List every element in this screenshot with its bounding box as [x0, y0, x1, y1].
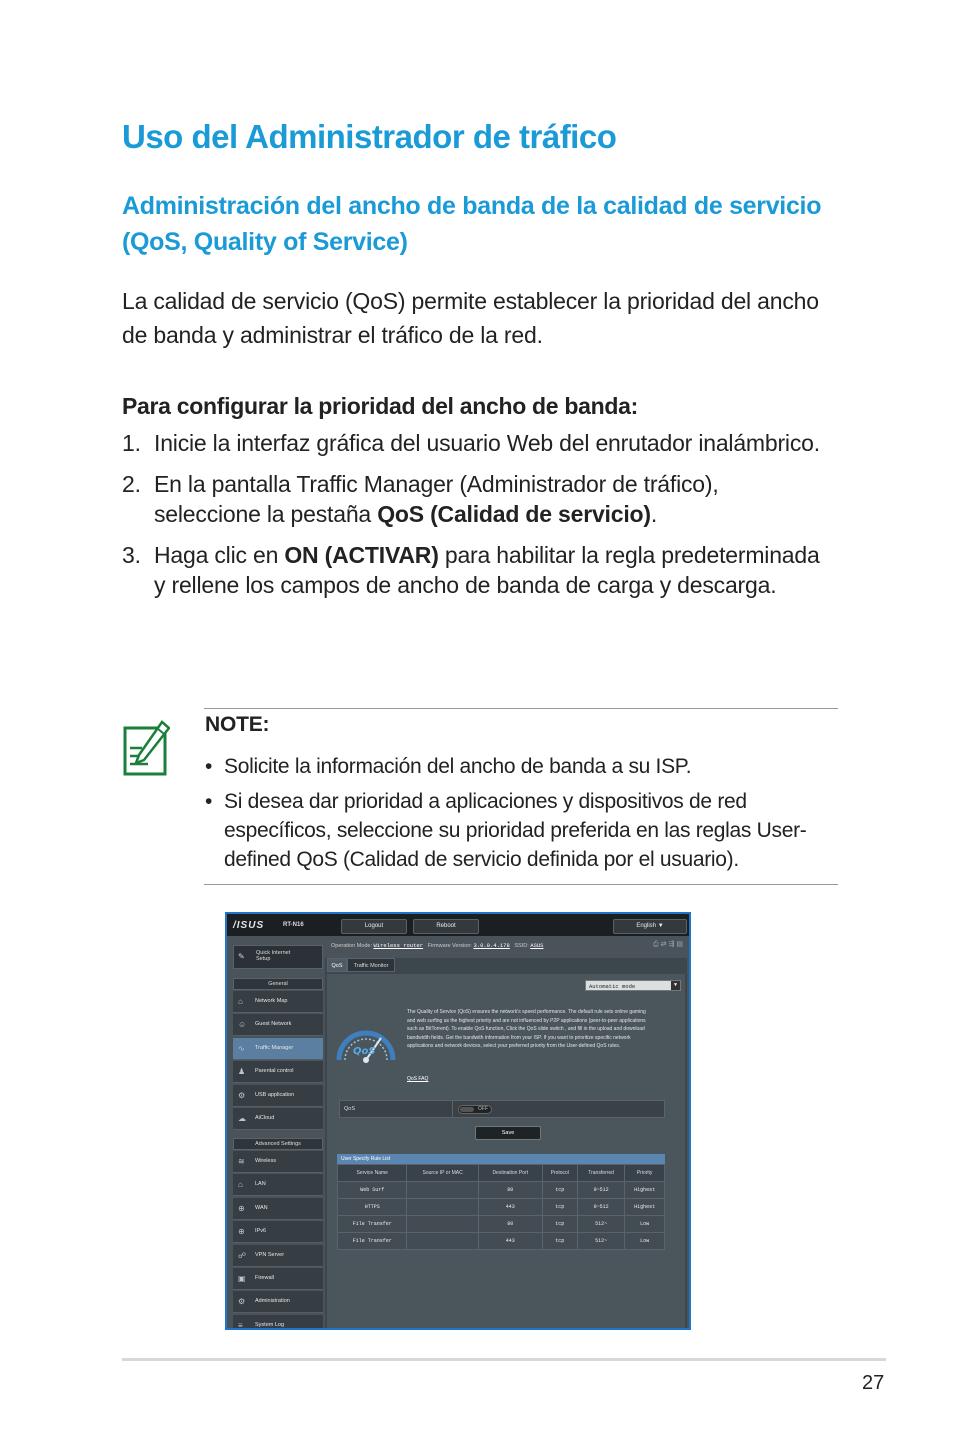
wireless-icon: ≋	[238, 1157, 245, 1166]
sidebar-item-label: IPv6	[255, 1228, 267, 1235]
column-header: Service Name	[338, 1165, 407, 1182]
sidebar-item-lan[interactable]	[233, 1174, 323, 1196]
sidebar-item-aicloud[interactable]	[233, 1108, 323, 1130]
sidebar-item-label: Wireless	[255, 1158, 277, 1164]
sidebar-item-network-map[interactable]	[233, 991, 323, 1013]
administration-icon: ⚙	[238, 1297, 246, 1307]
table-cell: 80	[478, 1182, 542, 1199]
intro-paragraph: La calidad de servicio (QoS) permite establecer la prioridad del ancho de banda y administrar el tráfico de la red.	[122, 288, 819, 348]
table-cell: File Transfer	[338, 1233, 407, 1250]
table-cell: Low	[625, 1216, 665, 1233]
table-cell: tcp	[542, 1216, 577, 1233]
router-screenshot	[225, 912, 691, 1330]
table-row	[338, 1216, 665, 1233]
status-bar: Operation Mode: Wireless router Firmware Version: 3.0.0.4.178 SSID: ASUS	[331, 942, 544, 949]
wand-icon: ✎	[238, 952, 245, 961]
note-title: NOTE:	[205, 713, 270, 736]
sidebar-item-label: VPN Server	[255, 1251, 285, 1258]
sidebar-item-label: Administration	[255, 1298, 290, 1305]
table-cell: 512~	[577, 1216, 624, 1233]
router-model: RT-N16	[283, 922, 304, 928]
traffic-manager-icon: ∿	[238, 1043, 245, 1053]
steps-list	[122, 428, 822, 611]
usb-application-icon: ⚙	[238, 1090, 246, 1100]
mode-select[interactable]: Automatic mode ▼	[585, 980, 681, 991]
op-mode-link[interactable]: Wireless router	[373, 942, 424, 949]
qos-gauge-icon	[333, 1020, 399, 1064]
qos-description: The Quality of Service (QoS) ensures the network's speed performance. The default rule sets online gaming and web surfing as the highest priority and are not influenced by P2P applications (peer-to-peer applications such as BitTorrent). To enable QoS function, Click the QoS slide switch , and fill in the upload and download bandwidth fields. Get the bandwith information from your ISP. If you want to prioritize specific network applications and network devices, select your preferred priority from the User-defined QoS rules.	[407, 1009, 646, 1049]
table-cell: 80	[478, 1216, 542, 1233]
usb-icon[interactable]: ⇶	[668, 941, 677, 948]
note-item: • Si desea dar prioridad a aplicaciones y dispositivos de red específicos, seleccione su prioridad preferida en las reglas User-defined QoS (Calidad de servicio definida por el usuario).	[205, 787, 845, 874]
column-header: Priority	[625, 1165, 665, 1182]
table-cell: 0~512	[577, 1182, 624, 1199]
table-cell	[407, 1216, 478, 1233]
sidebar-item-parental-control[interactable]	[233, 1061, 323, 1083]
step-2: 2. En la pantalla Traffic Manager (Administrador de tráfico), seleccione la pestaña QoS (Calidad de servicio).	[122, 471, 719, 527]
step-3: 3. Haga clic en ON (ACTIVAR) para habilitar la regla predeterminada y rellene los campos de ancho de banda de carga y descarga.	[122, 542, 820, 598]
sidebar-item-usb-application[interactable]	[233, 1085, 323, 1107]
sidebar-item-guest-network[interactable]	[233, 1014, 323, 1036]
sidebar-item-label: Network Map	[255, 998, 288, 1004]
table-cell: tcp	[542, 1182, 577, 1199]
section-subtitle: Administración del ancho de banda de la calidad de servicio (QoS, Quality of Service)	[122, 192, 822, 256]
asus-logo: /ISUS	[233, 920, 265, 931]
network-status-icon[interactable]: ⇄	[660, 941, 669, 948]
qos-label: QoS	[344, 1106, 356, 1112]
table-cell: File Transfer	[338, 1216, 407, 1233]
column-header: Source IP or MAC	[407, 1165, 478, 1182]
qos-faq-link[interactable]: QoS FAQ	[407, 1076, 429, 1082]
page-title: Uso del Administrador de tráfico	[122, 118, 617, 155]
sidebar-item-label: LAN	[255, 1181, 266, 1188]
note-divider-bottom	[204, 884, 838, 885]
aicloud-icon: ☁	[238, 1114, 246, 1123]
sidebar-item-label: Parental control	[255, 1068, 294, 1075]
ipv6-icon: ⊕	[238, 1227, 245, 1237]
note-divider-top	[204, 708, 838, 709]
table-cell: 443	[478, 1233, 542, 1250]
firewall-icon: ▣	[238, 1274, 246, 1283]
router-topbar	[227, 914, 689, 936]
qos-toggle[interactable]: OFF	[458, 1105, 492, 1114]
note-list	[205, 752, 845, 880]
table-cell: tcp	[542, 1233, 577, 1250]
column-header: Destination Port	[478, 1165, 542, 1182]
sidebar-item-wan[interactable]	[233, 1198, 323, 1220]
firmware-link[interactable]: 3.0.0.4.178	[473, 942, 510, 949]
table-cell: Web Surf	[338, 1182, 407, 1199]
table-cell: 512~	[577, 1233, 624, 1250]
sidebar-item-label: Firewall	[255, 1275, 274, 1281]
table-row	[338, 1182, 665, 1199]
table-cell: tcp	[542, 1199, 577, 1216]
table-row	[338, 1199, 665, 1216]
sidebar-item-ipv6[interactable]	[233, 1221, 323, 1243]
ssid-link[interactable]: ASUS	[530, 942, 544, 949]
vpn-server-icon: ☍	[238, 1250, 247, 1260]
footer-rule	[122, 1358, 886, 1361]
sidebar-item-vpn-server[interactable]	[233, 1245, 323, 1267]
printer-icon[interactable]: ⎙	[653, 941, 661, 948]
sidebar-item-label: AiCloud	[255, 1115, 275, 1121]
column-header: Transferred	[577, 1165, 624, 1182]
chevron-down-icon: ▼	[657, 923, 664, 929]
note-item: • Solicite la información del ancho de banda a su ISP.	[205, 752, 845, 781]
table-cell	[407, 1233, 478, 1250]
network-map-icon: ⌂	[238, 997, 243, 1006]
language-select[interactable]: English ▼	[613, 919, 687, 934]
note-pencil-icon	[122, 720, 170, 776]
parental-control-icon: ♟	[238, 1067, 246, 1077]
table-cell	[407, 1182, 478, 1199]
table-cell	[407, 1199, 478, 1216]
save-button[interactable]: Save	[475, 1126, 541, 1140]
router-sidebar	[231, 942, 323, 1330]
advanced-header: Advanced Settings	[233, 1138, 323, 1150]
table-row	[338, 1233, 665, 1250]
sidebar-item-administration[interactable]	[233, 1291, 323, 1313]
qos-panel	[327, 974, 685, 1330]
table-cell: 443	[478, 1199, 542, 1216]
sidebar-item-system-log[interactable]	[233, 1315, 323, 1330]
sidebar-item-wireless[interactable]	[233, 1151, 323, 1173]
column-header: Protocol	[542, 1165, 577, 1182]
table-cell: Highest	[625, 1182, 665, 1199]
lan-icon: ⌂	[238, 1180, 243, 1190]
page-number: 27	[862, 1372, 885, 1394]
sidebar-item-traffic-manager[interactable]	[233, 1038, 323, 1060]
sidebar-item-firewall[interactable]	[233, 1268, 323, 1290]
quick-setup-button[interactable]: ✎ Quick Internet Setup	[233, 945, 323, 969]
guest-network-icon: ☺	[238, 1020, 247, 1030]
table-cell: Low	[625, 1233, 665, 1250]
sidebar-item-label: WAN	[255, 1204, 268, 1211]
procedure-heading: Para configurar la prioridad del ancho de banda:	[122, 393, 638, 419]
wan-icon: ⊕	[238, 1203, 245, 1213]
status-icons	[653, 940, 685, 949]
general-header: General	[233, 978, 323, 990]
sidebar-item-label: System Log	[255, 1321, 285, 1328]
table-cell: HTTPS	[338, 1199, 407, 1216]
router-main	[325, 958, 687, 1330]
sidebar-item-label: Traffic Manager	[255, 1044, 294, 1051]
lock-icon[interactable]: ▤	[676, 941, 685, 948]
qos-toggle-row	[339, 1100, 665, 1118]
reboot-button[interactable]: Reboot	[413, 919, 479, 934]
rule-list-title: User Specify Rule List	[337, 1154, 665, 1164]
chevron-down-icon: ▼	[671, 981, 680, 990]
step-1: 1. Inicie la interfaz gráfica del usuario Web del enrutador inalámbrico.	[122, 430, 820, 456]
tab-traffic-monitor[interactable]: Traffic Monitor	[347, 958, 395, 972]
sidebar-item-label: USB application	[255, 1091, 295, 1098]
system-log-icon: ≡	[238, 1320, 243, 1330]
table-cell: Highest	[625, 1199, 665, 1216]
tab-qos[interactable]: QoS	[327, 958, 347, 972]
logout-button[interactable]: Logout	[341, 919, 407, 934]
rule-table	[337, 1164, 665, 1250]
svg-text:QoS: QoS	[353, 1046, 376, 1057]
sidebar-item-label: Guest Network	[255, 1021, 292, 1028]
table-cell: 0~512	[577, 1199, 624, 1216]
